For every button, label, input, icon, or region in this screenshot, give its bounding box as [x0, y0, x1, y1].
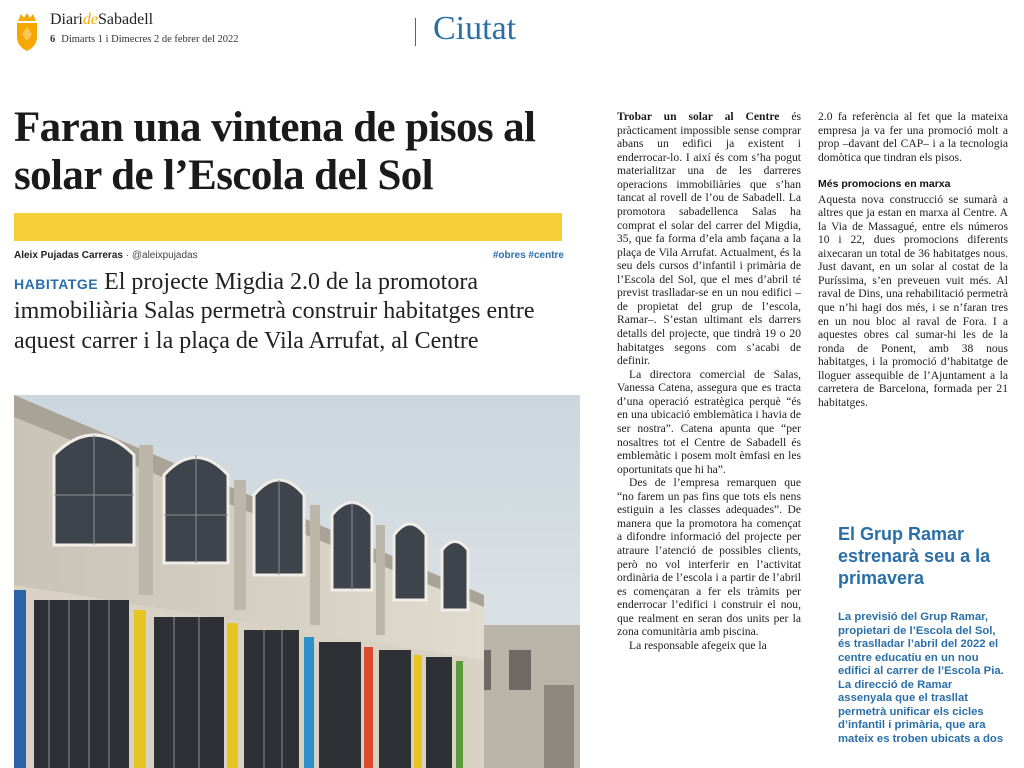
brand-mid: de [82, 11, 98, 28]
body-paragraph: Des de l’empresa remarquen que “no farem un pas fins que tots els nens estiguin a les classes adequades”. De manera que la promotora ha començat a difondre informació del projecte per atraure l’atenció de possibles clients, però no vol interferir en l’activitat ordinària de l’escola i a partir de l’abril es començaran a fer els tràmits per enderrocar l’edifici i construir el nou, que realment en seran dos units per la zona comunitària amb piscina. [617, 476, 801, 639]
subhead-kicker: HABITATGE [14, 276, 99, 292]
school-building-photo [14, 395, 580, 768]
newspaper-logo-icon [14, 12, 40, 52]
article-headline: Faran una vintena de pisos al solar de l’Escola del Sol [14, 104, 536, 200]
sidebar-title: El Grup Ramar estrenarà seu a la primavera [838, 524, 991, 588]
issue-line [50, 34, 239, 45]
section-subheading: Més promocions en marxa [818, 178, 951, 191]
body-paragraph [617, 110, 801, 368]
byline [14, 250, 564, 261]
body-paragraph: La directora comercial de Salas, Vanessa Catena, assegura que es tracta d’una operació estratègica perquè “és en una ubicació emblemàtica i havia de ser nostra”. Catena apunta que “per nosaltres tot el Centre de Sabadell és emblemàtic i posem molt èmfasi en les oportunitats que hi ha”. [617, 367, 801, 476]
author-name[interactable]: Aleix Pujadas Carreras [14, 250, 123, 261]
section-title[interactable]: Ciutat [433, 10, 517, 47]
body-paragraph: La responsable afegeix que la [629, 638, 767, 652]
sidebar-text: La previsió del Grup Ramar, propietari de l’Escola del Sol, és traslladar l’abril del 2022 el centre educatiu en un nou edifici al carrer de l’Escola Pia. La direcció de Ramar assenyala que el trasllat permetrà unificar els cicles d’infantil i primària, que ara mateix es troben ubicats a dos [838, 611, 1004, 745]
author-handle[interactable]: @aleixpujadas [131, 250, 198, 261]
body-lead: Trobar un solar al Centre [617, 110, 780, 123]
section-divider [415, 18, 416, 46]
brand-suffix: Sabadell [97, 11, 154, 28]
body-column-2 [818, 110, 1008, 410]
headline-accent-bar [14, 213, 562, 241]
page-number: 6 [50, 34, 56, 45]
byline-separator: · [125, 250, 130, 261]
brand-name[interactable] [50, 11, 153, 29]
subhead-text: El projecte Migdia 2.0 de la promotora immobiliària Salas permetrà construir habitatges entre aquest carrer i la plaça de Vila Arrufat, al Centre [14, 269, 535, 354]
body-text: és pràcticament impossible sense comprar abans un edifici ja existent i enderrocar-lo. I així és com s’ha pogut materialitzar una de les darreres operacions immobiliàries que s’han tancat al rovell de l’ou de Sabadell. La promotora sabadellenca Salas ha comprat el solar del carrer del Migdia, 35, que fa forma d’ela amb façana a la plaça de Vila Arrufat. Actualment, és la seu dels cursos d’infantil i primària de l’Escola del Sol, que el mes d’abril té previst traslladar-se en un nou edifici –de propietat del grup de l’escola, Ramar–. S’estan ultimant els darrers detalls del projecte, que tindrà 19 o 20 habitatges segons com s’acabi de definir. [617, 110, 801, 368]
article-tags[interactable]: #obres #centre [492, 250, 564, 261]
body-column-1 [617, 110, 801, 768]
brand-prefix: Diari [50, 11, 83, 28]
issue-date: Dimarts 1 i Dimecres 2 de febrer del 2022 [61, 34, 239, 45]
body-paragraph: Aquesta nova construcció se sumarà a altres que ja estan en marxa al Centre. A la Via de Massagué, entre els números 10 i 22, dues promocions diferents aixecaran un total de 36 habitatges nous. Just davant, en un solar al costat de la Puríssima, s’en preveuen vuit més. Al raval de Dins, una rehabilitació permetrà que n’hi hagi dos més, i se n’faran tres en un nou bloc al raval de Fora. I a aquestes obres cal sumar-hi les de la ronda de Ponent, amb 38 nous habitatges, i la promoció d’habitatge de lloguer assequible de l’Ajuntament a la carretera de Barcelona, formada per 21 habitatges. [818, 192, 1008, 409]
article-subhead [14, 268, 574, 356]
body-paragraph: 2.0 fa referència al fet que la mateixa empresa ja va fer una promoció molt a prop –davant del CAP– i a la tecnologia domòtica que tindran els pisos. [818, 110, 1008, 164]
